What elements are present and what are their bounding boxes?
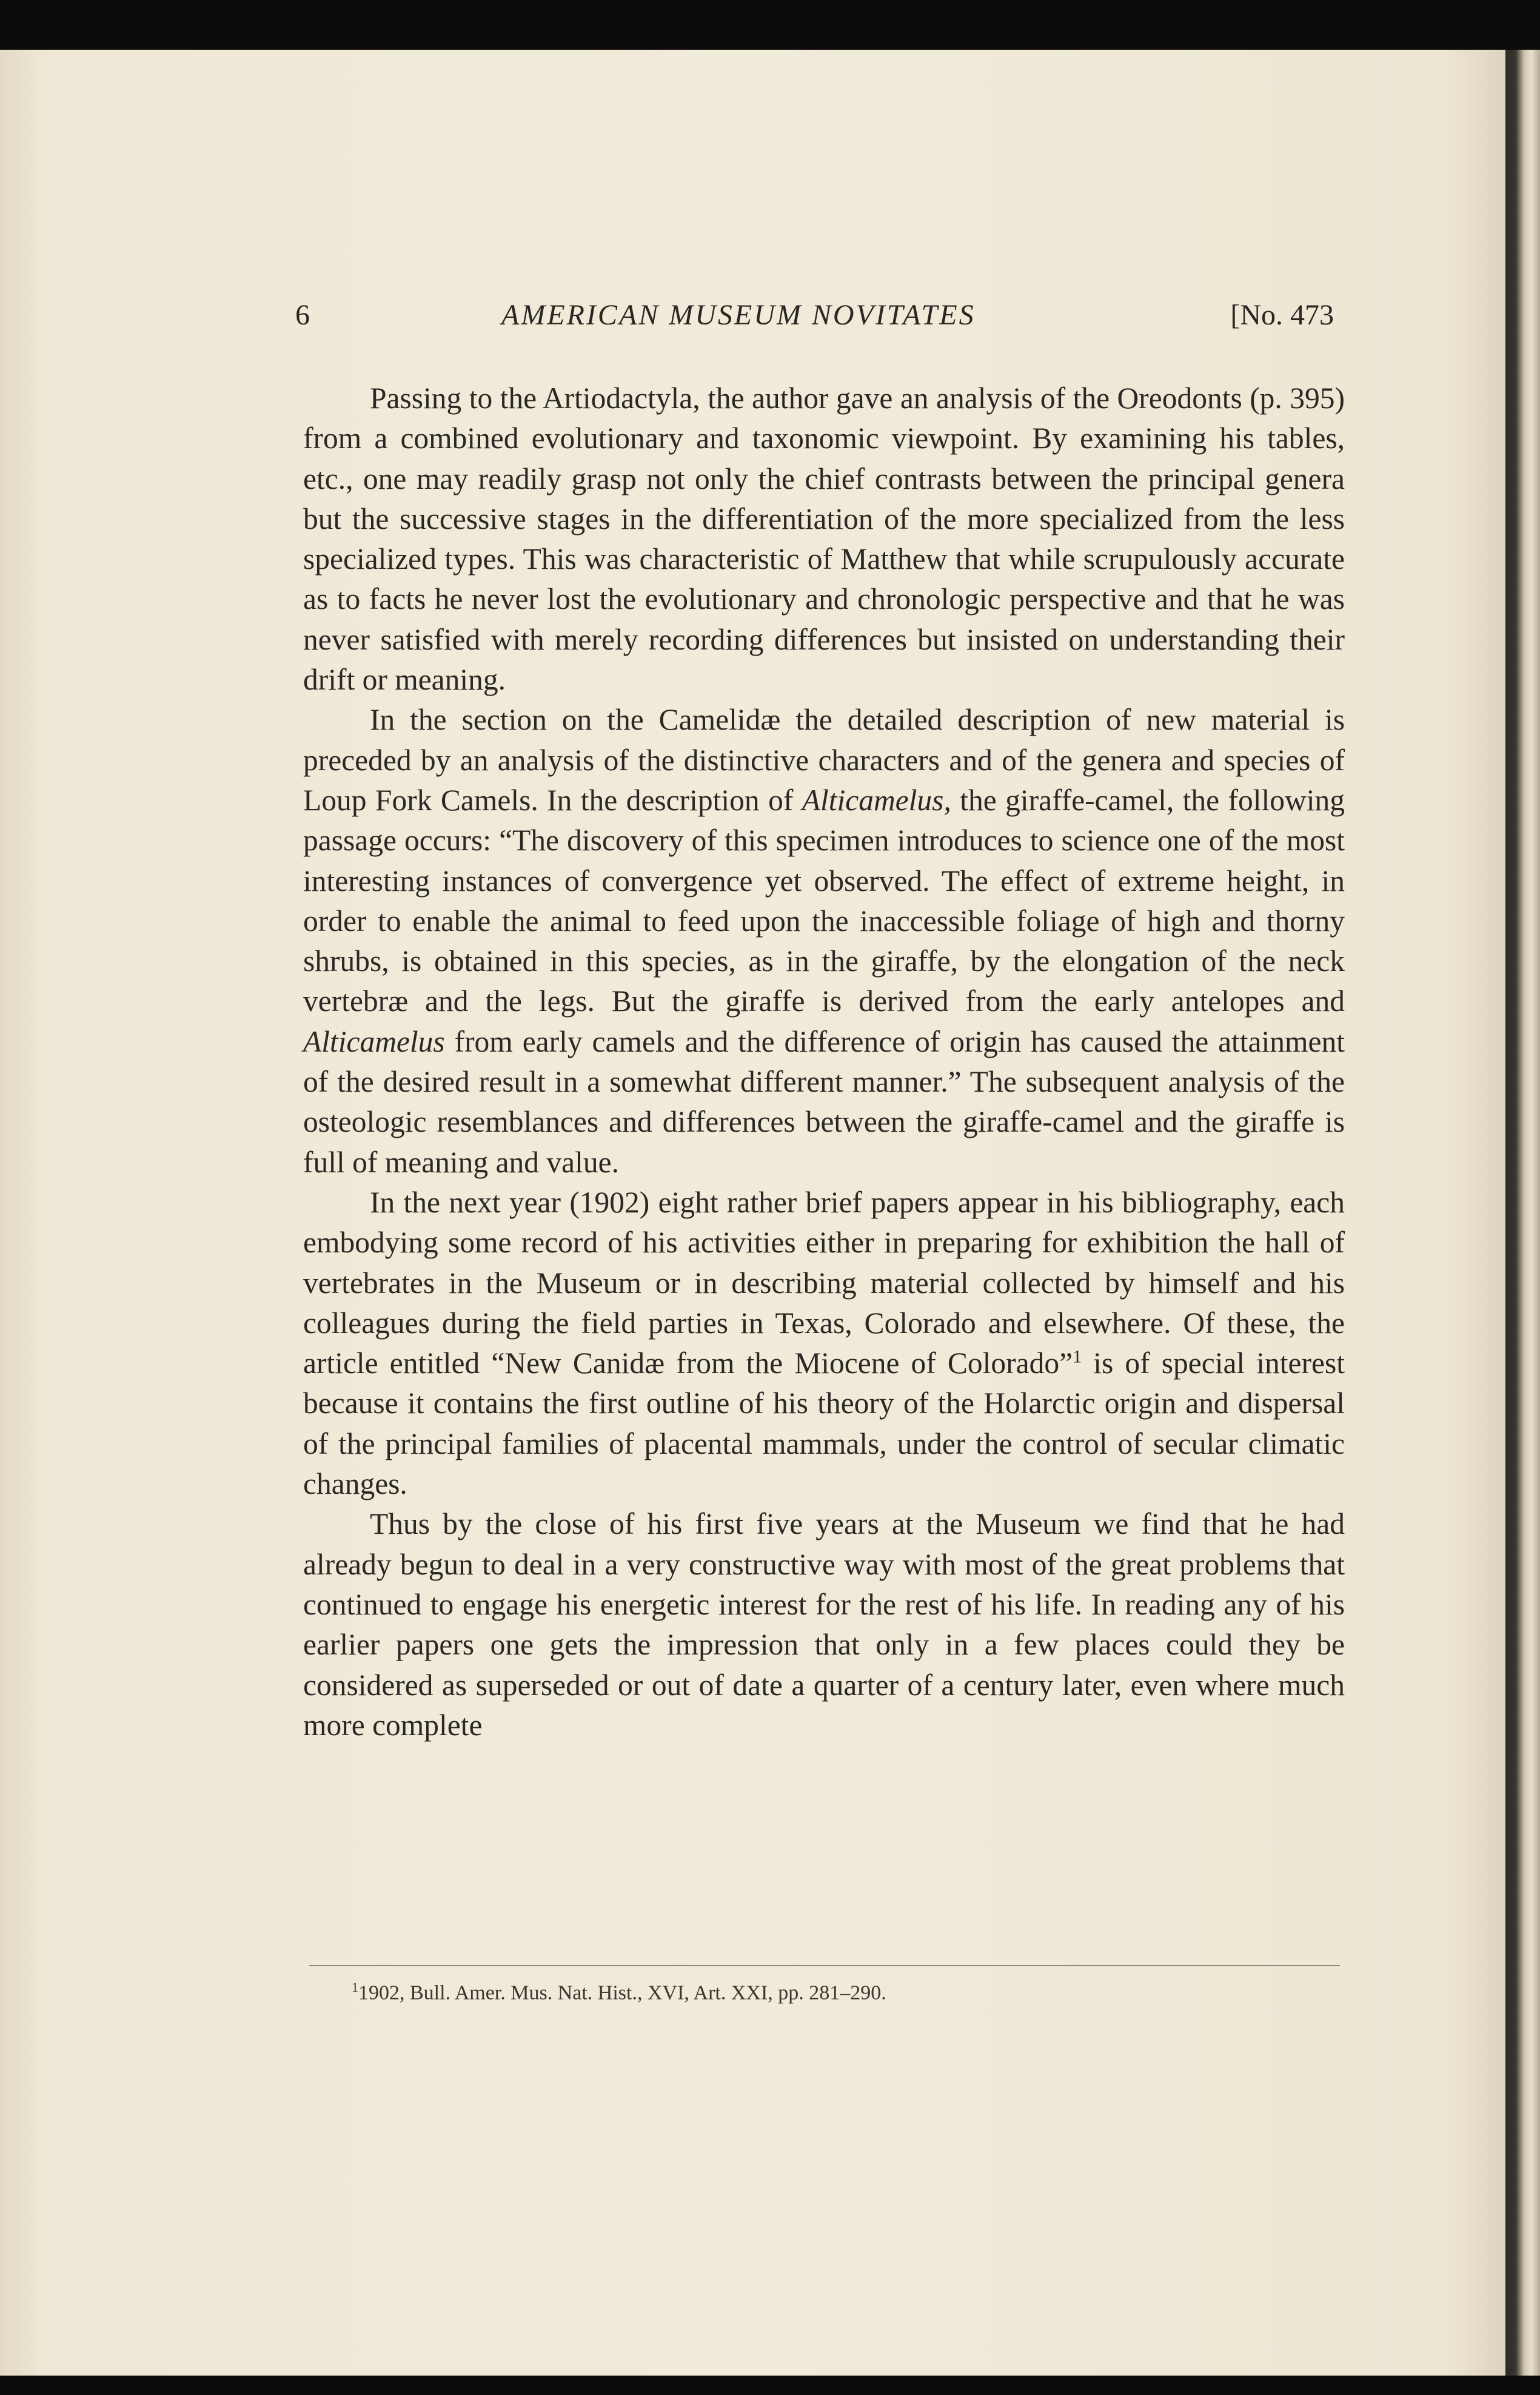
footnote-marker: 1 <box>352 1980 358 1995</box>
journal-title: AMERICAN MUSEUM NOVITATES <box>501 299 976 331</box>
footnote-reference: 1 <box>1073 1346 1082 1367</box>
paragraph-first-five-years: Thus by the close of his first five years at the Museum we find that he had already begun to deal in a very constructive way with most of the great problems that continued to engage his energetic interest for the rest of his life. In reading any of his earlier papers one gets the impression that only in a few places could they be considered as superseded or out of date a quarter of a century later, even where much more complete <box>303 1507 1345 1742</box>
paragraph-1902-papers <box>303 1183 1345 1504</box>
genus-name-alticamelus-2: Alticamelus <box>303 1024 445 1058</box>
page-edge <box>1505 50 1540 2376</box>
paragraph-1902-part-2: is of special interest because it contains the first outline of his theory of the Holarctic origin and dispersal of the principal families of placental mammals, under the control of secular climatic changes. <box>303 1346 1345 1501</box>
paragraph-camelidae <box>303 700 1345 1183</box>
footnote-text: 1902, Bull. Amer. Mus. Nat. Hist., XVI, Art. XXI, pp. 281–290. <box>358 1981 886 2004</box>
genus-name-alticamelus: Alticamelus, <box>802 783 951 817</box>
footnote <box>352 1980 886 2004</box>
body-text <box>303 378 1345 1745</box>
paragraph-camelidae-part-2: the giraffe-camel, the following passage occurs: “The discovery of this specimen introduces to science one of the most interesting instances of convergence yet observed. The effect of extreme height, in order to enable the animal to feed upon the inaccessible foliage of high and thorny shrubs, is obtained in this species, as in the giraffe, by the elongation of the neck vertebræ and the legs. But the giraffe is derived from the early antelopes and <box>303 783 1345 1018</box>
running-header <box>295 298 1334 341</box>
paragraph-camelidae-part-1: In the section on the Camelidæ the detailed description of new material is preceded by an analysis of the distinctive characters and of the genera and species of Loup Fork Camels. In the description of <box>303 703 1345 817</box>
page-number: 6 <box>295 299 310 331</box>
paragraph-oreodonts: Passing to the Artiodactyla, the author gave an analysis of the Oreodonts (p. 395) from a combined evolutionary and taxonomic viewpoint. By examining his tables, etc., one may readily grasp not only the chief contrasts between the principal genera but the successive stages in the differentiation of the more specialized from the less specialized types. This was characteristic of Matthew that while scrupulously accurate as to facts he never lost the evolutionary and chronologic perspective and that he was never satisfied with merely recording differences but insisted on understanding their drift or meaning. <box>303 381 1345 697</box>
issue-number: [No. 473 <box>1230 299 1334 331</box>
paragraph-1902-part-1: In the next year (1902) eight rather brief papers appear in his bibliography, each embodying some record of his activities either in preparing for exhibition the hall of vertebrates in the Museum or in describing material collected by himself and his colleagues during the field parties in Texas, Colorado and elsewhere. Of these, the article entitled “New Canidæ from the Miocene of Colorado” <box>303 1185 1345 1380</box>
footnote-divider <box>309 1965 1340 1966</box>
paragraph-camelidae-part-3: from early camels and the difference of origin has caused the attainment of the desired result in a somewhat different manner.” The subsequent analysis of the osteologic resemblances and differences between the giraffe-camel and the giraffe is full of meaning and value. <box>303 1024 1345 1179</box>
